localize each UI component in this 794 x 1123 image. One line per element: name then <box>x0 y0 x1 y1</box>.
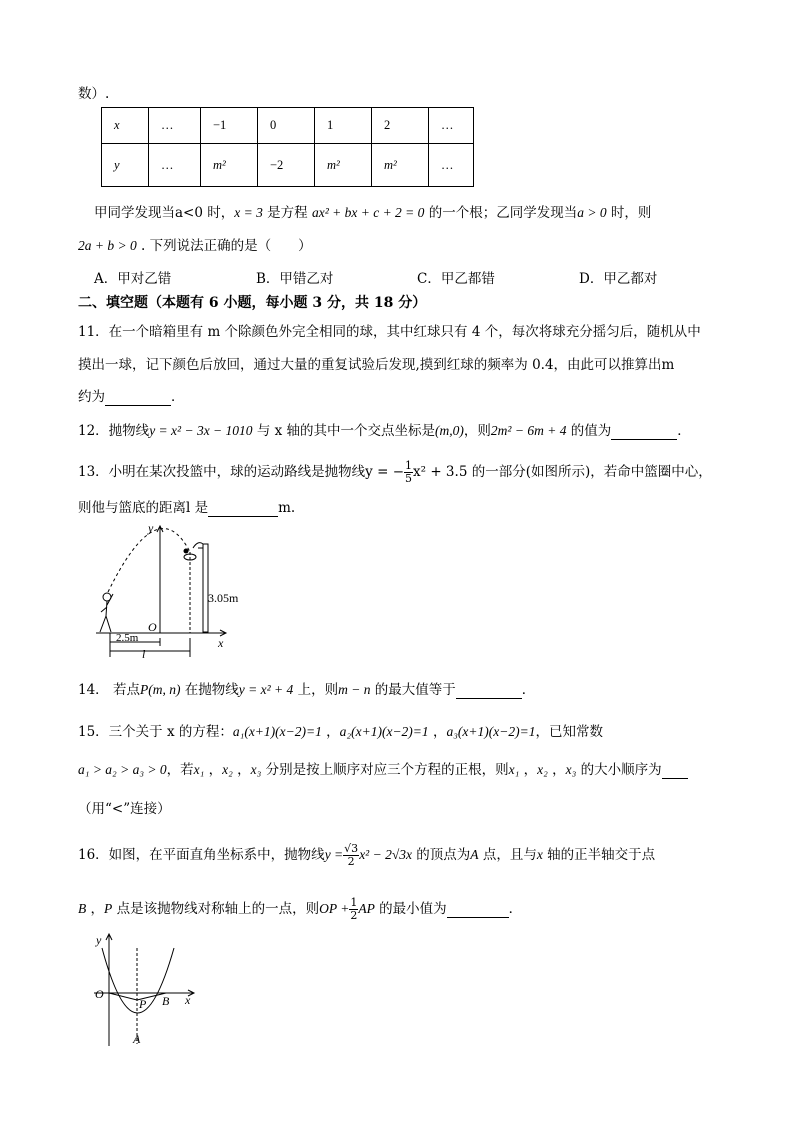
answer-blank[interactable] <box>105 389 171 406</box>
q11-line3: 约为 ． <box>78 389 185 405</box>
point-b-label: B <box>162 994 170 1008</box>
fraction: $\frac{√3}{2}$ <box>344 842 359 868</box>
table-cell: −1 <box>201 108 258 144</box>
y-axis-label: y <box>148 521 154 535</box>
q14: 14． 若点P(m, n) 在抛物线y = x² + 4 上，则m − n 的最大值等于 ． <box>78 682 536 698</box>
x-axis-label: x <box>218 636 224 650</box>
fraction: $\frac{1}{5}$ <box>405 459 413 485</box>
table-cell: … <box>149 108 201 144</box>
origin-label: O <box>148 620 157 634</box>
table-row-x <box>102 108 474 144</box>
ball-trajectory <box>108 529 190 592</box>
table-cell: 2 <box>372 108 429 144</box>
prev-question-fragment: 数）. <box>78 86 110 102</box>
parabola-figure <box>90 928 205 1050</box>
table-cell: … <box>149 144 201 187</box>
ball <box>184 549 189 554</box>
table-cell: m² <box>201 144 258 187</box>
table-cell: … <box>429 144 474 187</box>
player-body <box>100 594 113 632</box>
q13-line1: 13．小明在某次投篮中，球的运动路线是抛物线y = − $\frac{1}{5}$ x² + 3.5 的一部分(如图所示)，若命中篮圈中心， <box>78 459 712 485</box>
hoop-rim <box>193 543 203 548</box>
fraction: $\frac{1}{2}$ <box>350 896 358 922</box>
q16-line1: 16．如图，在平面直角坐标系中，抛物线y = $\frac{√3}{2}$ x² − 2√3x 的顶点为A 点，且与x 轴的正半轴交于点 <box>78 842 656 868</box>
q16-line2: B ，P 点是该抛物线对称轴上的一点，则OP + $\frac{1}{2}$ AP 的最小值为 ． <box>78 896 523 922</box>
distance-label: 2.5m <box>116 632 139 644</box>
q13-line2: 则他与篮底的距离l 是 m. <box>78 500 296 516</box>
q11-line2: 摸出一球，记下颜色后放回，通过大量的重复试验后发现,摸到红球的频率为 0.4，由此可以推算出m <box>78 357 675 373</box>
q11-line1: 11．在一个暗箱里有 m 个除颜色外完全相同的球，其中红球只有 4 个，每次将球充分摇匀后，随机从中 <box>78 324 701 340</box>
table-cell: 1 <box>315 108 372 144</box>
table-cell: m² <box>315 144 372 187</box>
section-heading: 二、填空题（本题有 6 小题，每小题 3 分，共 18 分） <box>78 295 427 311</box>
point-a-label: A <box>133 1032 141 1046</box>
q10-option-a[interactable]: A．甲对乙错 <box>94 271 172 287</box>
answer-blank[interactable] <box>611 423 677 440</box>
hoop-post <box>203 544 208 632</box>
q15-line1: 15．三个关于 x 的方程：a₁(x+1)(x−2)=1 ，a₂(x+1)(x−2)=1 ，a₃(x+1)(x−2)=1，已知常数 <box>78 724 603 740</box>
answer-blank[interactable] <box>662 762 688 779</box>
y-axis-label: y <box>96 933 102 947</box>
q10-line2: 2a + b > 0 . 下列说法正确的是（ ） <box>78 238 312 254</box>
basketball-figure <box>90 520 240 660</box>
table-cell: m² <box>372 144 429 187</box>
answer-blank[interactable] <box>456 682 522 699</box>
table-cell: … <box>429 108 474 144</box>
point-p-label: P <box>139 997 147 1011</box>
q15-line3: （用“<”连接） <box>78 801 171 817</box>
q15-line2: a₁ > a₂ > a₃ > 0，若x₁ ，x₂ ，x₃ 分别是按上顺序对应三个方程的正根，则x₁ ，x₂ ，x₃ 的大小顺序为 <box>78 758 688 779</box>
x-axis-label: x <box>185 993 191 1007</box>
q10-option-c[interactable]: C．甲乙都错 <box>417 271 495 287</box>
table-cell: y <box>102 144 149 187</box>
table-row-y <box>102 144 474 187</box>
table-cell: −2 <box>258 144 315 187</box>
origin-label: O <box>95 987 104 1001</box>
q10-option-d[interactable]: D．甲乙都对 <box>579 271 658 287</box>
answer-blank[interactable] <box>447 901 509 918</box>
q12: 12．抛物线y = x² − 3x − 1010 与 x 轴的其中一个交点坐标是(m,0)，则2m² − 6m + 4 的值为 ． <box>78 423 691 439</box>
height-label: 3.05m <box>208 591 239 605</box>
answer-blank[interactable] <box>208 500 278 517</box>
value-table <box>101 107 474 187</box>
l-label: l <box>142 647 146 660</box>
q10-option-b[interactable]: B．甲错乙对 <box>256 271 334 287</box>
q10-line1: 甲同学发现当a<0 时，x = 3 是方程 ax² + bx + c + 2 = 0 的一个根；乙同学发现当a > 0 时，则 <box>94 205 652 221</box>
table-cell: 0 <box>258 108 315 144</box>
table-cell: x <box>102 108 149 144</box>
segment-op <box>109 993 137 1000</box>
